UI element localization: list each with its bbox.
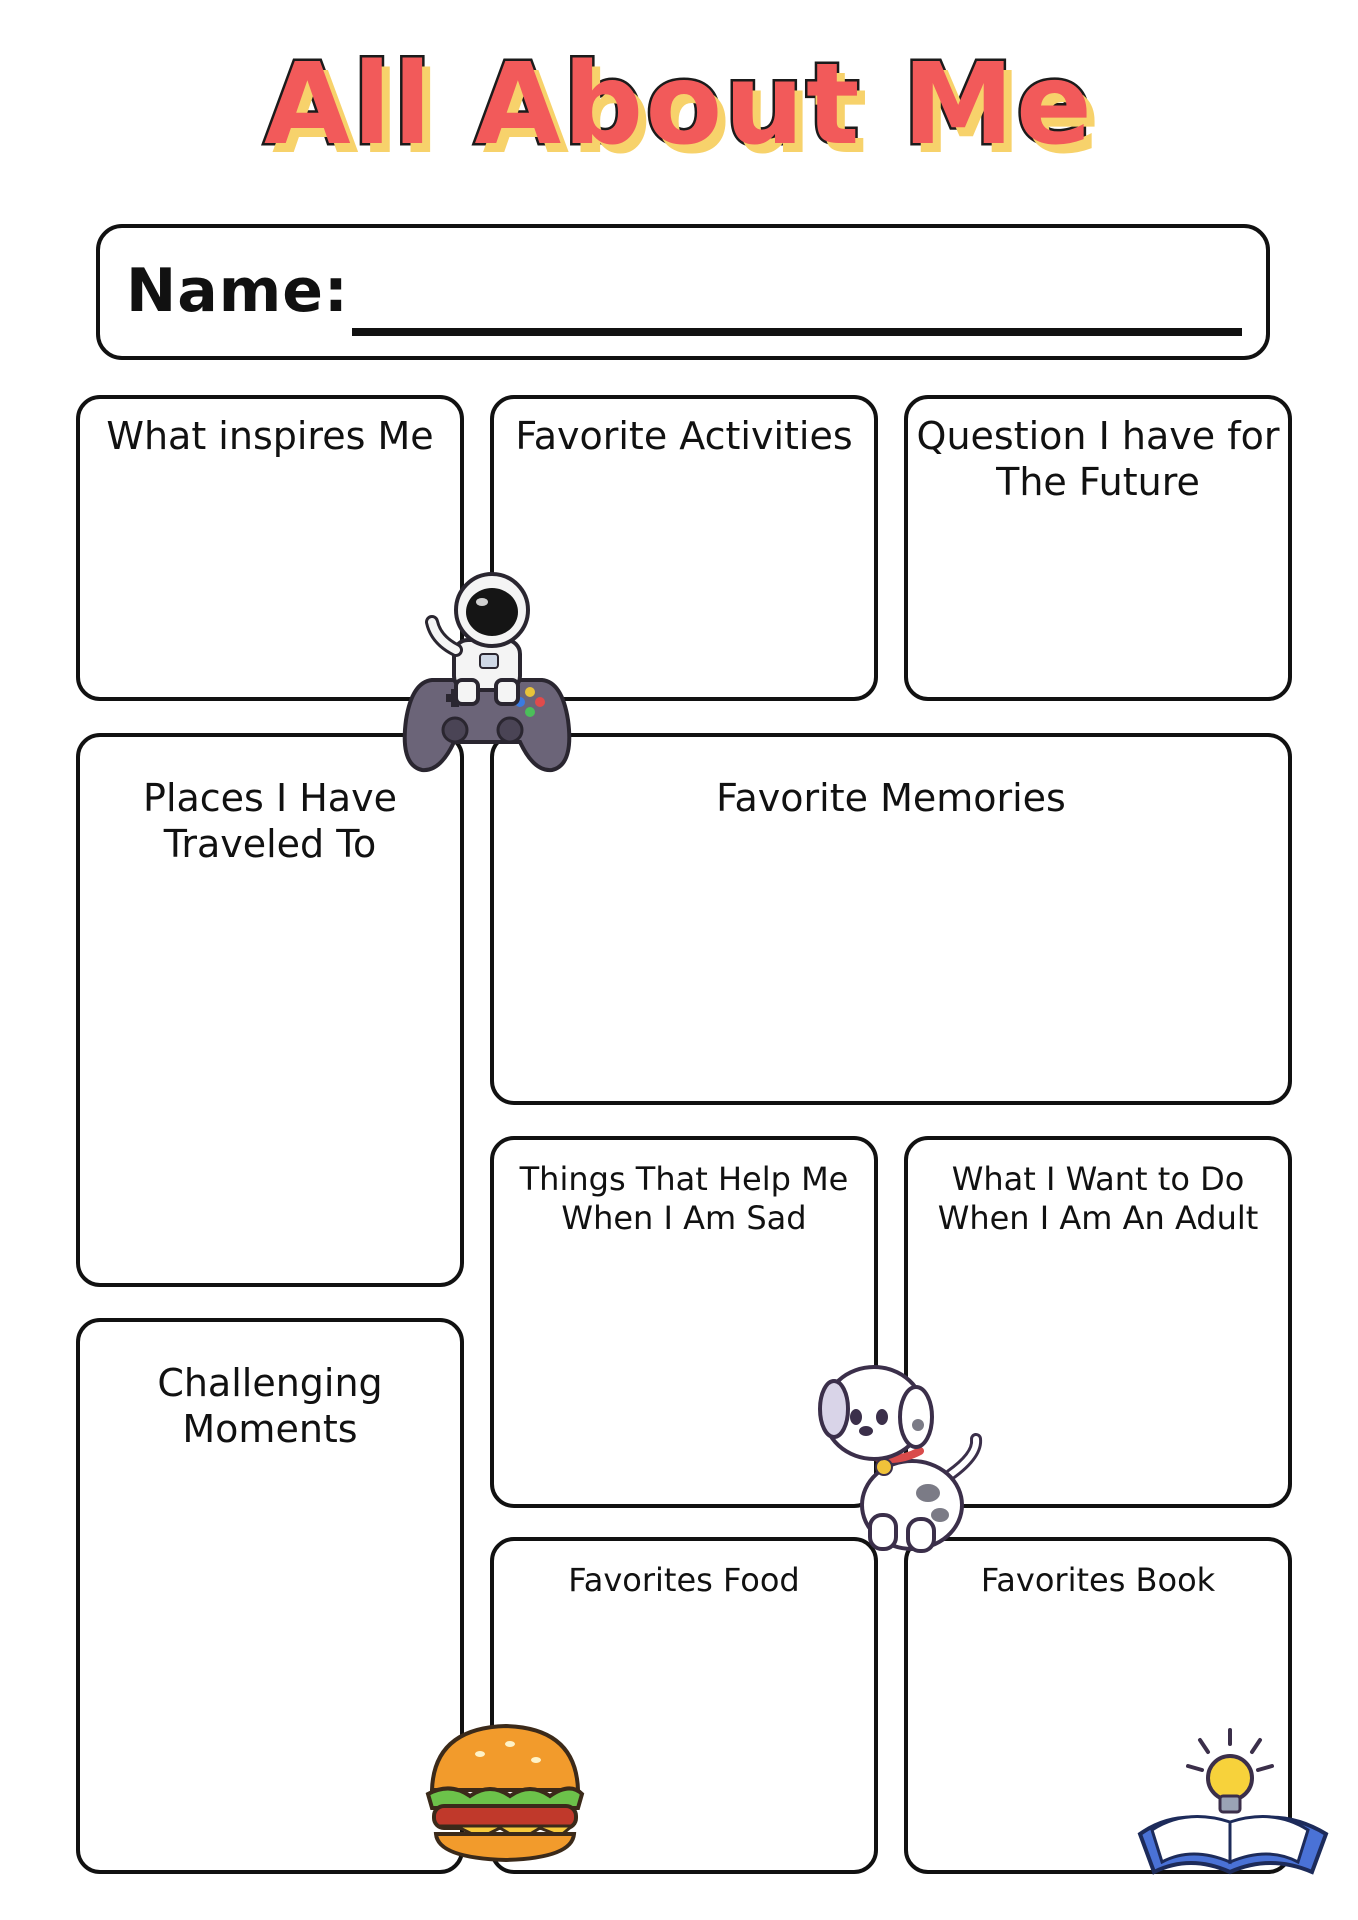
name-label: Name:: [126, 256, 349, 326]
name-box: [96, 224, 1270, 360]
what-inspires-label: What inspires Me: [106, 414, 434, 458]
page-title: All About Me: [264, 40, 1094, 170]
places-traveled-label: Places I Have Traveled To: [143, 776, 397, 867]
challenging-moments-label: Challenging Moments: [157, 1361, 383, 1452]
favorite-food-label: Favorites Food: [568, 1561, 800, 1599]
favorite-activities-label: Favorite Activities: [515, 414, 853, 458]
when-adult-label: What I Want to Do When I Am An Adult: [937, 1160, 1259, 1238]
future-question-label: Question I have for The Future: [916, 414, 1280, 505]
puppy-sticker: [800, 1355, 990, 1555]
hamburger-sticker: [420, 1718, 590, 1868]
challenging-moments-box: [76, 1318, 464, 1874]
favorite-memories-label: Favorite Memories: [716, 776, 1066, 820]
places-traveled-box: [76, 733, 464, 1287]
book-lightbulb-sticker: [1130, 1722, 1336, 1890]
future-question-box: [904, 395, 1292, 701]
name-write-line: [352, 328, 1242, 336]
astronaut-controller-sticker: [392, 570, 582, 780]
favorite-book-label: Favorites Book: [980, 1561, 1216, 1599]
help-when-sad-label: Things That Help Me When I Am Sad: [519, 1160, 849, 1238]
favorite-memories-box: [490, 733, 1292, 1105]
